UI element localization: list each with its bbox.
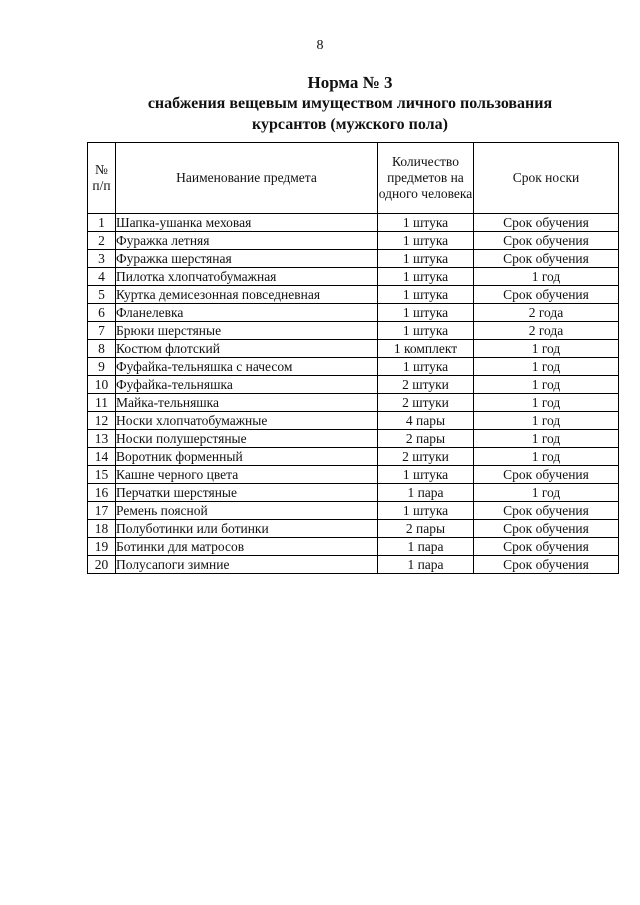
cell-quantity: 4 пары [378, 412, 474, 430]
cell-item-name: Костюм флотский [116, 340, 378, 358]
cell-item-name: Перчатки шерстяные [116, 484, 378, 502]
cell-wear-term: 1 год [474, 484, 619, 502]
table-row [88, 322, 619, 340]
cell-item-name: Куртка демисезонная повседневная [116, 286, 378, 304]
cell-item-name: Фуфайка-тельняшка [116, 376, 378, 394]
cell-quantity: 1 штука [378, 232, 474, 250]
cell-quantity: 2 пары [378, 430, 474, 448]
table-row [88, 340, 619, 358]
cell-item-name: Фуфайка-тельняшка с начесом [116, 358, 378, 376]
cell-item-name: Носки полушерстяные [116, 430, 378, 448]
cell-quantity: 1 пара [378, 484, 474, 502]
cell-wear-term: Срок обучения [474, 502, 619, 520]
table-row [88, 556, 619, 574]
cell-quantity: 1 штука [378, 268, 474, 286]
cell-num: 18 [88, 520, 116, 538]
cell-quantity: 1 штука [378, 286, 474, 304]
cell-quantity: 1 штука [378, 466, 474, 484]
cell-item-name: Носки хлопчатобумажные [116, 412, 378, 430]
cell-quantity: 1 комплект [378, 340, 474, 358]
table-row [88, 304, 619, 322]
table-row [88, 232, 619, 250]
cell-quantity: 1 штука [378, 250, 474, 268]
cell-item-name: Майка-тельняшка [116, 394, 378, 412]
cell-wear-term: Срок обучения [474, 520, 619, 538]
table-row [88, 376, 619, 394]
table-row [88, 250, 619, 268]
cell-wear-term: 2 года [474, 304, 619, 322]
cell-num: 19 [88, 538, 116, 556]
cell-num: 4 [88, 268, 116, 286]
cell-wear-term: Срок обучения [474, 556, 619, 574]
cell-quantity: 1 пара [378, 556, 474, 574]
page-number: 8 [316, 38, 324, 53]
table-row [88, 394, 619, 412]
cell-num: 1 [88, 214, 116, 232]
cell-quantity: 2 пары [378, 520, 474, 538]
cell-wear-term: 1 год [474, 376, 619, 394]
cell-quantity: 1 пара [378, 538, 474, 556]
table-header-row [88, 143, 619, 214]
cell-quantity: 1 штука [378, 304, 474, 322]
table-row [88, 430, 619, 448]
table-body [88, 214, 619, 574]
cell-quantity: 1 штука [378, 502, 474, 520]
document-heading [30, 72, 640, 135]
cell-num: 6 [88, 304, 116, 322]
cell-item-name: Фуражка летняя [116, 232, 378, 250]
cell-wear-term: 2 года [474, 322, 619, 340]
table-row [88, 520, 619, 538]
table-row [88, 286, 619, 304]
cell-item-name: Кашне черного цвета [116, 466, 378, 484]
cell-num: 15 [88, 466, 116, 484]
cell-quantity: 1 штука [378, 358, 474, 376]
cell-item-name: Шапка-ушанка меховая [116, 214, 378, 232]
cell-item-name: Фуражка шерстяная [116, 250, 378, 268]
cell-wear-term: Срок обучения [474, 232, 619, 250]
cell-quantity: 2 штуки [378, 376, 474, 394]
cell-num: 5 [88, 286, 116, 304]
cell-item-name: Полусапоги зимние [116, 556, 378, 574]
cell-num: 7 [88, 322, 116, 340]
table-row [88, 448, 619, 466]
header-qty: Количество предметов на одного человека [378, 143, 474, 214]
table-row [88, 358, 619, 376]
table-row [88, 484, 619, 502]
cell-num: 14 [88, 448, 116, 466]
header-name: Наименование предмета [116, 143, 378, 214]
heading-title: Норма № 3 [307, 73, 393, 92]
cell-item-name: Брюки шерстяные [116, 322, 378, 340]
cell-num: 3 [88, 250, 116, 268]
cell-wear-term: Срок обучения [474, 214, 619, 232]
cell-item-name: Ботинки для матросов [116, 538, 378, 556]
cell-num: 20 [88, 556, 116, 574]
supply-norm-table [87, 142, 619, 574]
table-row [88, 502, 619, 520]
cell-num: 17 [88, 502, 116, 520]
cell-wear-term: 1 год [474, 358, 619, 376]
header-num: № п/п [88, 143, 116, 214]
cell-wear-term: 1 год [474, 412, 619, 430]
cell-item-name: Ремень поясной [116, 502, 378, 520]
cell-wear-term: 1 год [474, 394, 619, 412]
cell-quantity: 1 штука [378, 322, 474, 340]
cell-wear-term: Срок обучения [474, 250, 619, 268]
cell-num: 2 [88, 232, 116, 250]
cell-wear-term: 1 год [474, 268, 619, 286]
cell-item-name: Пилотка хлопчатобумажная [116, 268, 378, 286]
cell-num: 13 [88, 430, 116, 448]
cell-wear-term: Срок обучения [474, 466, 619, 484]
table-row [88, 214, 619, 232]
cell-item-name: Воротник форменный [116, 448, 378, 466]
heading-line-2: снабжения вещевым имуществом личного пользования [147, 95, 553, 112]
cell-quantity: 2 штуки [378, 448, 474, 466]
table-row [88, 412, 619, 430]
table-row [88, 466, 619, 484]
cell-wear-term: 1 год [474, 430, 619, 448]
cell-quantity: 1 штука [378, 214, 474, 232]
cell-wear-term: Срок обучения [474, 538, 619, 556]
cell-wear-term: 1 год [474, 340, 619, 358]
table-row [88, 538, 619, 556]
cell-num: 8 [88, 340, 116, 358]
cell-item-name: Фланелевка [116, 304, 378, 322]
cell-wear-term: 1 год [474, 448, 619, 466]
cell-num: 10 [88, 376, 116, 394]
cell-quantity: 2 штуки [378, 394, 474, 412]
cell-num: 9 [88, 358, 116, 376]
cell-item-name: Полуботинки или ботинки [116, 520, 378, 538]
heading-line-3: курсантов (мужского пола) [252, 116, 448, 133]
cell-num: 16 [88, 484, 116, 502]
cell-wear-term: Срок обучения [474, 286, 619, 304]
cell-num: 11 [88, 394, 116, 412]
cell-num: 12 [88, 412, 116, 430]
table-row [88, 268, 619, 286]
header-term: Срок носки [474, 143, 619, 214]
